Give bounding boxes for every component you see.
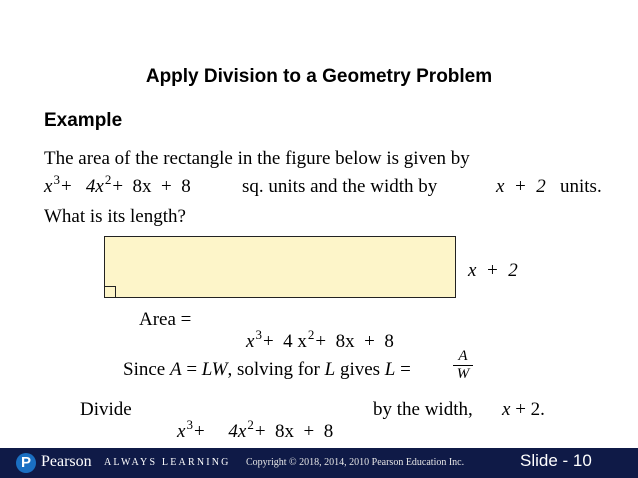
width-expression: x + 2 (496, 176, 546, 197)
poly-exponent-2: 2 (104, 172, 112, 187)
rectangle-width-label: x + 2 (468, 260, 518, 281)
pearson-brand: Pearson (41, 453, 92, 470)
area-exponent-2: 2 (307, 327, 315, 342)
gives-text: gives (335, 359, 385, 380)
since-statement (123, 359, 411, 381)
divisor-rest: + 2. (510, 399, 545, 420)
problem-line-3: What is its length? (44, 206, 186, 227)
copyright-text: Copyright © 2018, 2014, 2010 Pearson Education Inc. (246, 457, 465, 468)
poly-exponent-3: 3 (53, 172, 60, 187)
equals-sign-2: = (395, 359, 411, 380)
fraction-numerator: A (458, 348, 468, 364)
since-text: Since (123, 359, 170, 380)
solving-text: , solving for (227, 359, 325, 380)
by-the-width-text: by the width, (373, 399, 473, 420)
problem-mid-text: sq. units and the width by (242, 176, 438, 197)
area-x: x (246, 331, 255, 352)
fraction-a-over-w (453, 349, 473, 382)
example-heading: Example (44, 110, 123, 131)
rectangle-figure (104, 236, 456, 298)
area-plus-4x: + 4 x (262, 331, 307, 352)
problem-line-1: The area of the rectangle in the figure below is given by (44, 148, 470, 169)
fraction-denominator: W (456, 366, 470, 382)
var-l: L (324, 359, 336, 380)
var-a: A (169, 359, 182, 380)
area-rest: + 8x + 8 (315, 331, 394, 352)
pearson-logo-icon: P (16, 453, 36, 473)
divide-exponent-2: 2 (247, 417, 254, 432)
equals-sign: = (181, 359, 202, 380)
right-angle-marker (105, 286, 116, 297)
divide-exponent-3: 3 (186, 417, 193, 432)
problem-line-2 (44, 172, 191, 199)
divisor-expression (502, 399, 545, 421)
poly-rest: + 8x + 8 (112, 176, 191, 197)
area-label: Area = (139, 309, 192, 330)
divide-plus: + (193, 421, 205, 442)
divisor-x: x (502, 399, 511, 420)
area-exponent-3: 3 (255, 327, 262, 342)
var-l-result: L (384, 359, 396, 380)
slide-number: Slide - 10 (520, 451, 592, 470)
divide-x: x (177, 421, 186, 442)
slide-title: Apply Division to a Geometry Problem (145, 66, 493, 87)
poly-plus: + (60, 176, 72, 197)
divide-rest: + 8x + 8 (254, 421, 334, 442)
poly-x: x (44, 176, 53, 197)
footer-tagline: ALWAYS LEARNING (104, 457, 231, 468)
units-text: units. (560, 176, 602, 197)
divide-label: Divide (80, 399, 132, 420)
var-lw: LW (201, 359, 228, 380)
poly-4x: 4x (85, 176, 104, 197)
divide-4x: 4x (228, 421, 247, 442)
